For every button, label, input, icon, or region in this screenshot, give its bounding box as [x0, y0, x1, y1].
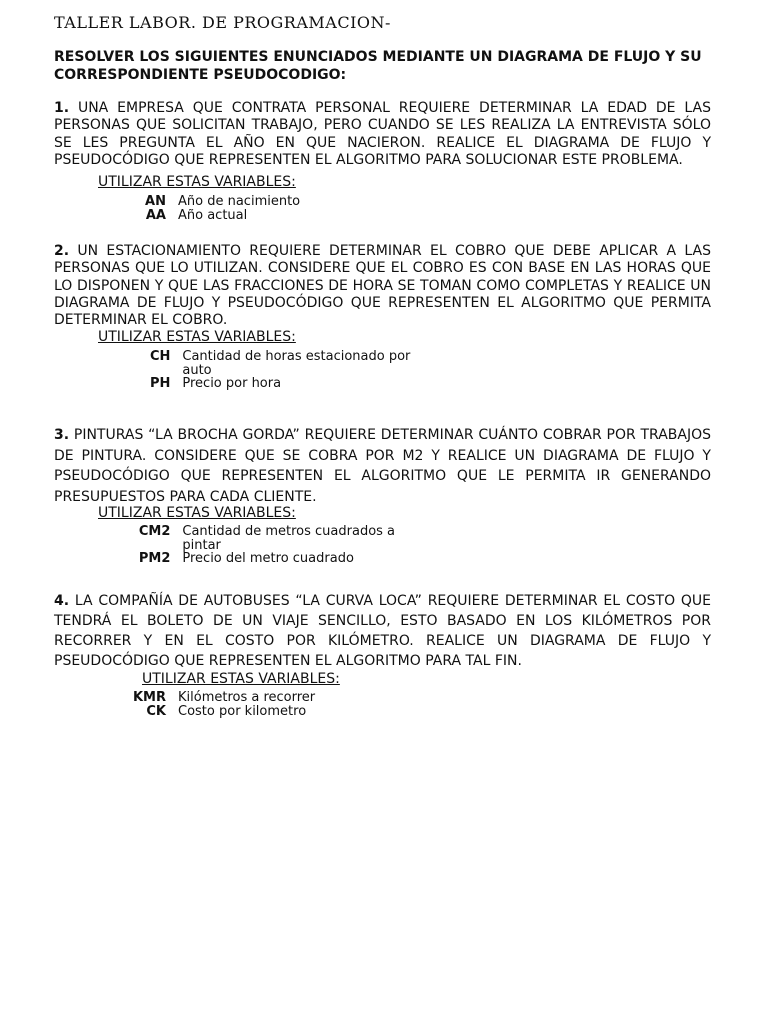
document-title: TALLER LABOR. DE PROGRAMACION- — [54, 13, 391, 32]
variable-key: CH — [149, 349, 171, 364]
variable-key: PM2 — [138, 551, 171, 566]
variable-key: CM2 — [138, 524, 171, 539]
variables-table — [100, 350, 420, 391]
variable-key: AN — [145, 194, 166, 209]
variable-key: AA — [145, 207, 166, 223]
variable-desc: Kilómetros a recorrer — [178, 690, 316, 705]
variable-row — [100, 691, 420, 705]
variable-desc: Año actual — [178, 207, 248, 223]
exercise-1 — [54, 100, 711, 169]
exercise-number: 3. — [54, 427, 70, 443]
exercise-number: 4. — [54, 593, 70, 609]
variable-row — [100, 705, 420, 719]
variables-label: UTILIZAR ESTAS VARIABLES: — [98, 505, 296, 521]
variable-desc: Precio por hora — [182, 376, 282, 391]
variable-desc: Cantidad de metros cuadrados a pintar — [182, 524, 396, 553]
exercise-number: 1. — [54, 100, 70, 116]
variable-row — [100, 552, 420, 566]
exercise-text: PINTURAS “LA BROCHA GORDA” REQUIERE DETERMINAR CUÁNTO COBRAR POR TRABAJOS DE PINTURA. CONSIDERE QUE SE COBRA POR M2 Y REALICE UN DIAGRAMA DE FLUJO Y PSEUDOCÓDIGO QUE REPRESENTEN EL ALGORITMO QUE LE PERMITA IR GENERANDO PRESUPUESTOS PARA CADA CLIENTE. — [54, 427, 712, 505]
variable-row — [100, 209, 420, 223]
variable-row — [100, 525, 420, 552]
exercise-4 — [54, 591, 711, 671]
variable-row — [100, 350, 420, 377]
exercise-number: 2. — [54, 243, 70, 259]
variable-desc: Precio del metro cuadrado — [182, 551, 354, 566]
variables-label: UTILIZAR ESTAS VARIABLES: — [98, 329, 296, 345]
variables-table — [100, 525, 420, 566]
exercise-3 — [54, 425, 711, 507]
instructions: RESOLVER LOS SIGUIENTES ENUNCIADOS MEDIANTE UN DIAGRAMA DE FLUJO Y SU CORRESPONDIENTE PSEUDOCODIGO: — [54, 49, 702, 83]
variable-desc: Cantidad de horas estacionado por auto — [182, 349, 411, 378]
exercise-2 — [54, 243, 711, 329]
variable-key: KMR — [132, 690, 166, 705]
exercise-text: UN ESTACIONAMIENTO REQUIERE DETERMINAR EL COBRO QUE DEBE APLICAR A LAS PERSONAS QUE LO UTILIZAN. CONSIDERE QUE EL COBRO ES CON BASE EN LAS HORAS QUE LO DISPONEN Y QUE LAS FRACCIONES DE HORA SE TOMAN COMO COMPLETAS Y REALICE UN DIAGRAMA DE FLUJO Y PSEUDOCÓDIGO QUE REPRESENTEN EL ALGORITMO QUE PERMITA DETERMINAR EL COBRO. — [54, 243, 711, 329]
variable-key: PH — [149, 376, 171, 391]
variable-row — [100, 377, 420, 391]
variables-table — [100, 691, 420, 718]
variable-desc: Año de nacimiento — [178, 194, 301, 209]
variable-desc: Costo por kilometro — [178, 703, 307, 719]
variable-key: CK — [146, 703, 166, 719]
variable-row — [100, 195, 420, 209]
variables-label: UTILIZAR ESTAS VARIABLES: — [98, 174, 296, 190]
variables-table — [100, 195, 420, 222]
exercise-text: UNA EMPRESA QUE CONTRATA PERSONAL REQUIERE DETERMINAR LA EDAD DE LAS PERSONAS QUE SOLICITAN TRABAJO, PERO CUANDO SE LES REALIZA LA ENTREVISTA SÓLO SE LES PREGUNTA EL AÑO EN QUE NACIERON. REALICE EL DIAGRAMA DE FLUJO Y PSEUDOCÓDIGO QUE REPRESENTEN EL ALGORITMO PARA SOLUCIONAR ESTE PROBLEMA. — [54, 100, 711, 168]
exercise-text: LA COMPAÑÍA DE AUTOBUSES “LA CURVA LOCA” REQUIERE DETERMINAR EL COSTO QUE TENDRÁ EL BOLETO DE UN VIAJE SENCILLO, ESTO BASADO EN LOS KILÓMETROS POR RECORRER Y EN EL COSTO POR KILÓMETRO. REALICE UN DIAGRAMA DE FLUJO Y PSEUDOCÓDIGO QUE REPRESENTEN EL ALGORITMO PARA TAL FIN. — [54, 593, 711, 669]
variables-label: UTILIZAR ESTAS VARIABLES: — [142, 671, 340, 687]
